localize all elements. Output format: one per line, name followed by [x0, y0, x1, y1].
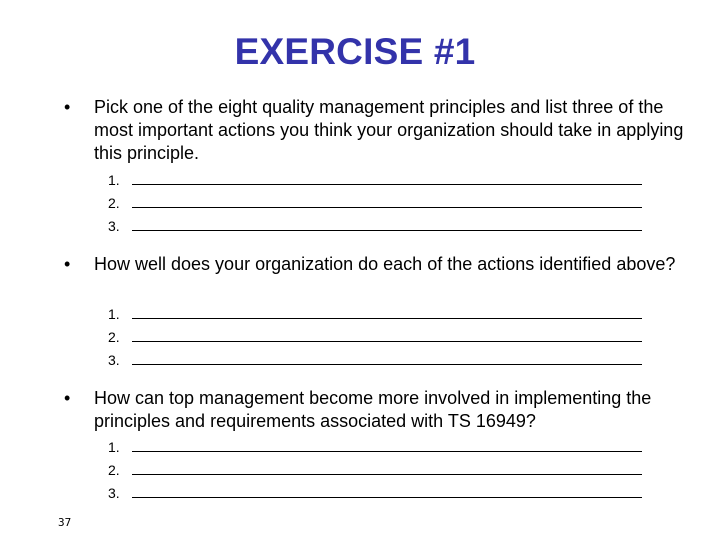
answer-blank[interactable]: [108, 188, 648, 211]
question-text: How well does your organization do each of the actions identified above?: [94, 254, 676, 274]
answer-blanks-3: [108, 432, 648, 501]
bullet-icon: •: [64, 388, 71, 408]
answer-line[interactable]: [132, 437, 642, 452]
blank-number: 1.: [108, 439, 120, 455]
question-text: Pick one of the eight quality management principles and list three of the most important actions you think your organization should take in applying this principle.: [94, 97, 684, 163]
blank-number: 2.: [108, 195, 120, 211]
blank-number: 2.: [108, 329, 120, 345]
answer-line[interactable]: [132, 327, 642, 342]
answer-line[interactable]: [132, 483, 642, 498]
slide-title: EXERCISE #1: [234, 31, 476, 72]
blank-number: 3.: [108, 485, 120, 501]
answer-blank[interactable]: [108, 455, 648, 478]
answer-line[interactable]: [132, 170, 642, 185]
blank-number: 3.: [108, 352, 120, 368]
page-number: 37: [58, 516, 72, 529]
answer-blanks-1: [108, 165, 648, 234]
question-text: How can top management become more involved in implementing the principles and requirements associated with TS 16949?: [94, 388, 652, 431]
answer-blank[interactable]: [108, 345, 648, 368]
answer-blank[interactable]: [108, 211, 648, 234]
answer-line[interactable]: [132, 193, 642, 208]
answer-blank[interactable]: [108, 322, 648, 345]
question-3: [64, 387, 692, 433]
question-2: [64, 253, 692, 276]
bullet-icon: •: [64, 97, 71, 117]
answer-blank[interactable]: [108, 432, 648, 455]
blank-number: 1.: [108, 306, 120, 322]
answer-line[interactable]: [132, 216, 642, 231]
answer-line[interactable]: [132, 350, 642, 365]
question-1: [64, 96, 692, 165]
blank-number: 1.: [108, 172, 120, 188]
bullet-icon: •: [64, 254, 71, 274]
answer-blank[interactable]: [108, 299, 648, 322]
answer-line[interactable]: [132, 304, 642, 319]
answer-blanks-2: [108, 299, 648, 368]
answer-blank[interactable]: [108, 478, 648, 501]
blank-number: 3.: [108, 218, 120, 234]
answer-line[interactable]: [132, 460, 642, 475]
blank-number: 2.: [108, 462, 120, 478]
answer-blank[interactable]: [108, 165, 648, 188]
